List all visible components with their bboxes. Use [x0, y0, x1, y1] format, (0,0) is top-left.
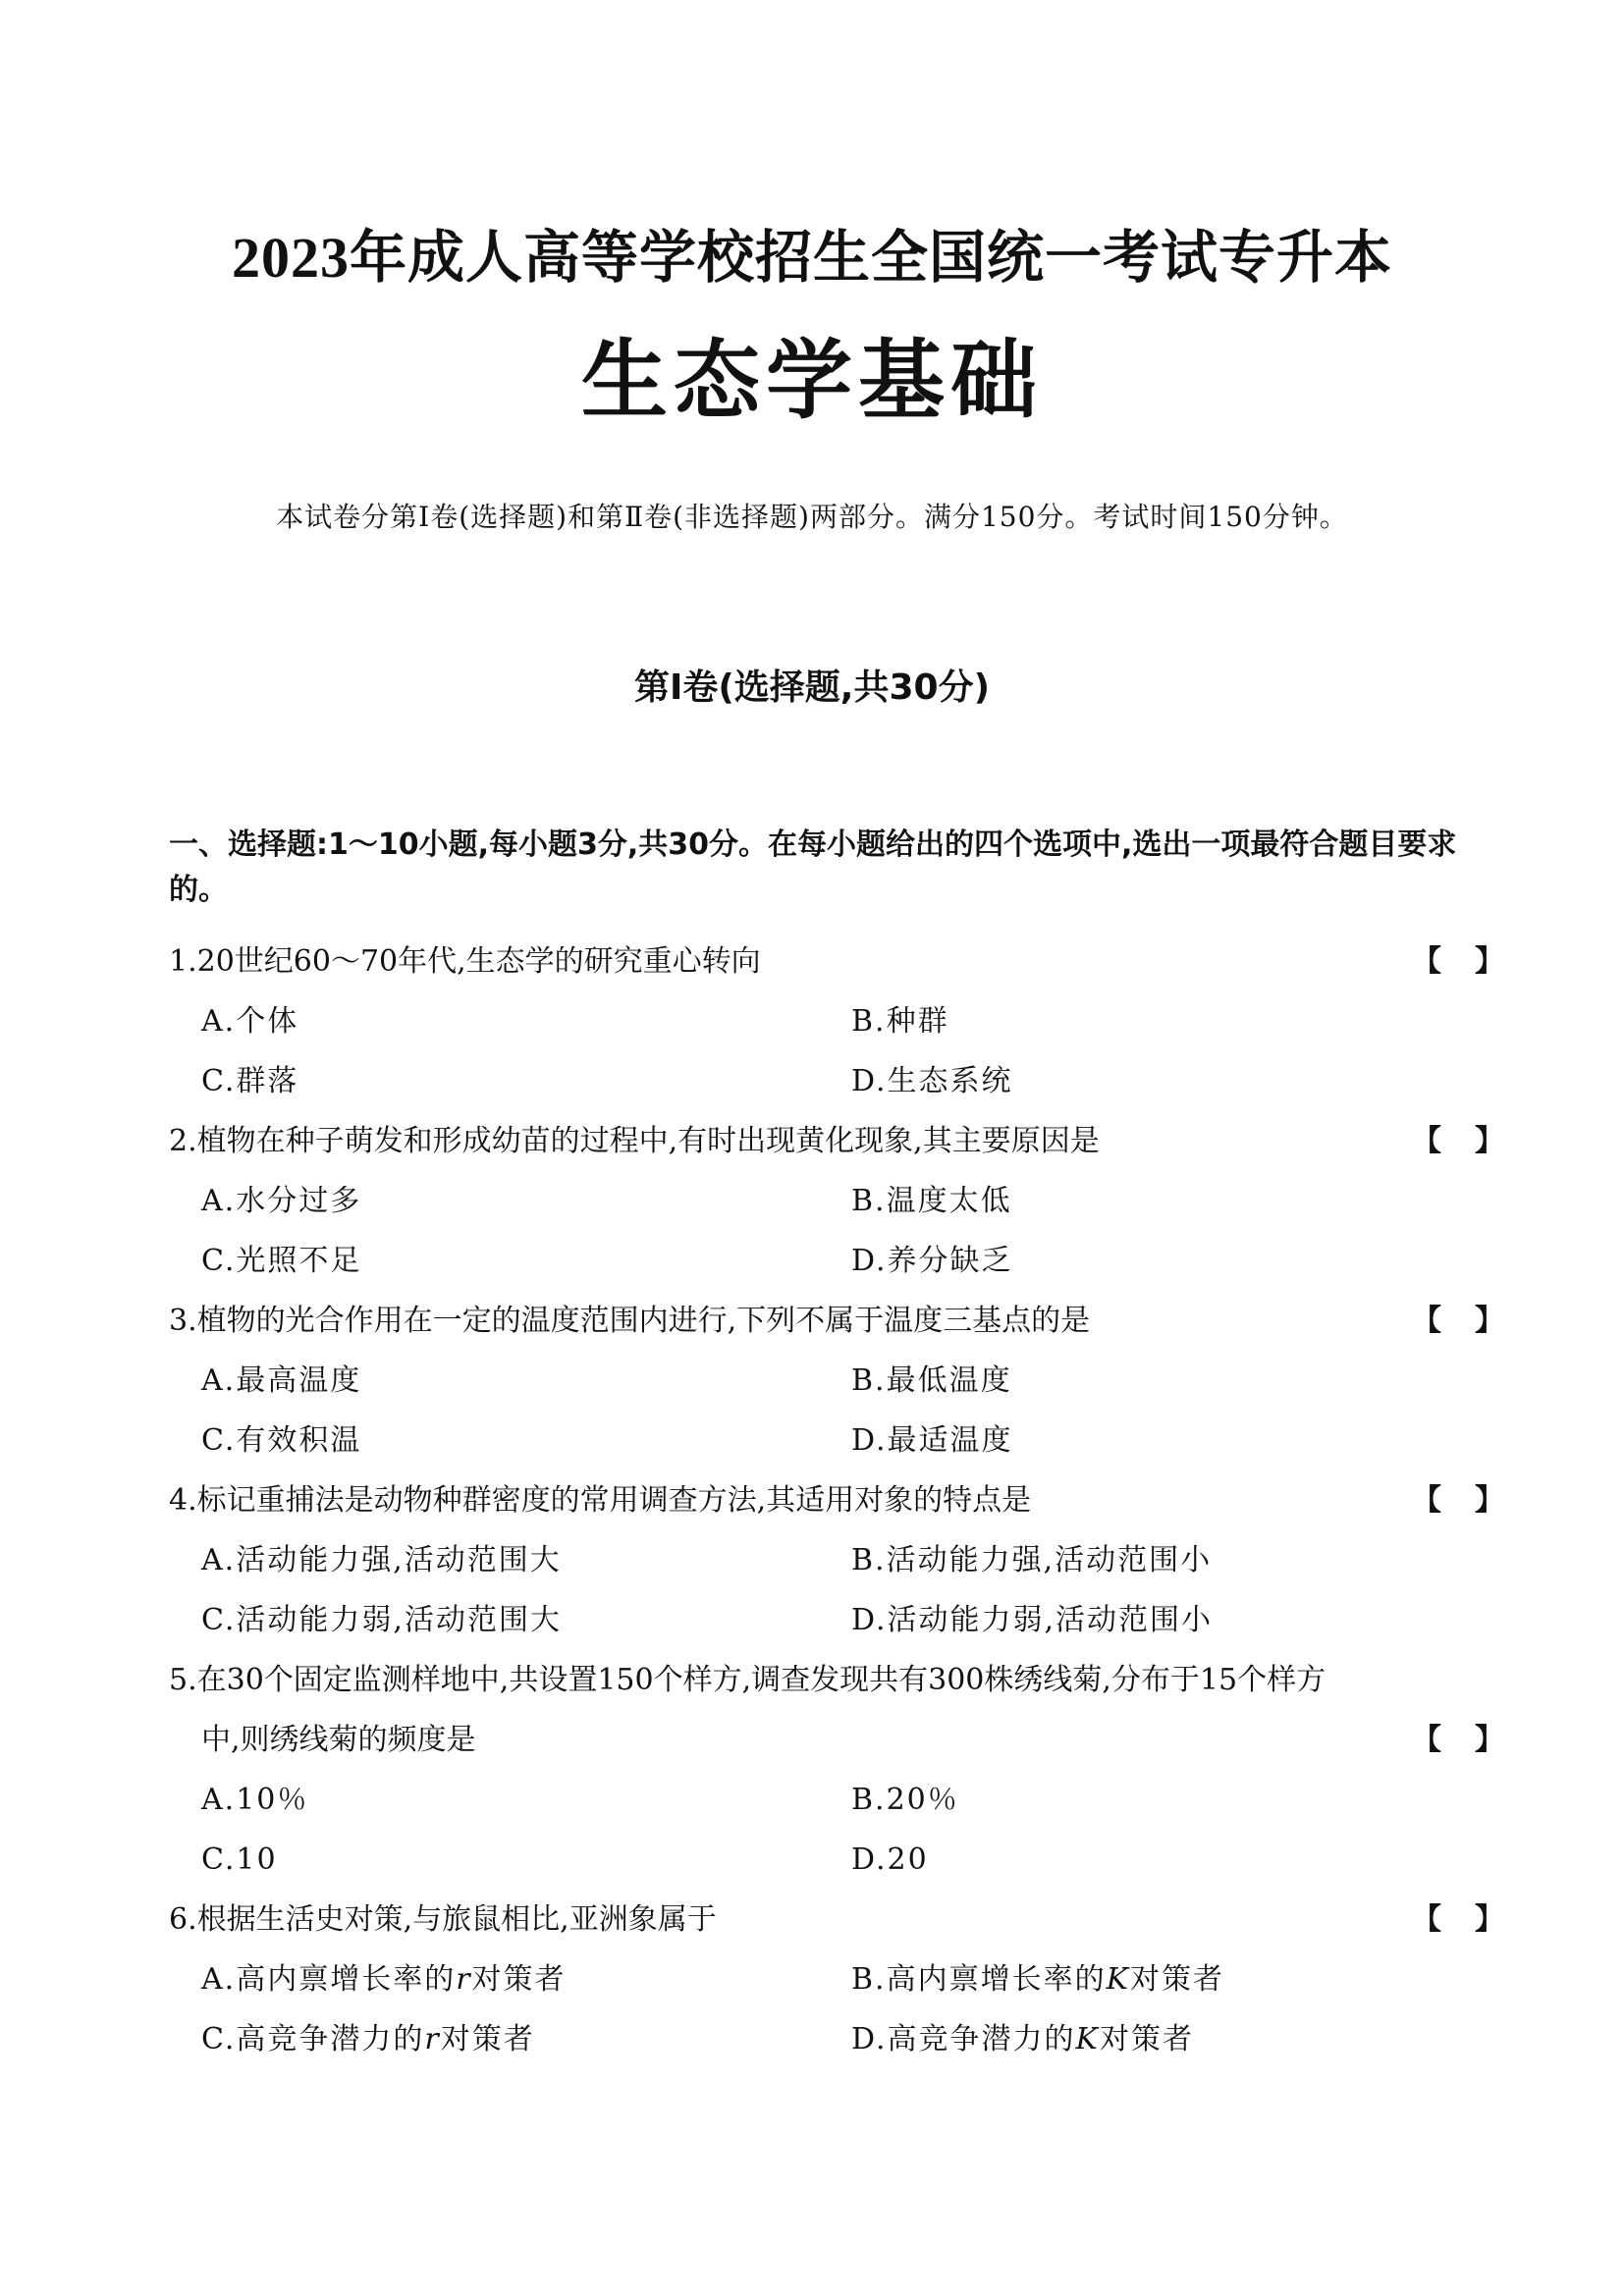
option-c: C.活动能力弱,活动范围大: [201, 1603, 562, 1637]
question-stem: 5.在30个固定监测样地中,共设置150个样方,调查发现共有300株绣线菊,分布于15个样方: [169, 1663, 1326, 1697]
option-b: B.最低温度: [851, 1363, 1012, 1398]
option-d: D.20: [851, 1842, 929, 1877]
option-c: C.光照不足: [201, 1244, 362, 1278]
answer-bracket: 【 】: [1412, 944, 1504, 979]
subject-title: 生态学基础: [580, 330, 1043, 431]
exam-title: 2023年成人高等学校招生全国统一考试专升本: [231, 226, 1392, 290]
answer-bracket: 【 】: [1412, 1483, 1504, 1518]
question-2: [169, 1120, 1504, 1163]
option-d: D.活动能力弱,活动范围小: [851, 1603, 1214, 1637]
question-stem: 3.植物的光合作用在一定的温度范围内进行,下列不属于温度三基点的是: [169, 1304, 1091, 1338]
question-stem: 2.植物在种子萌发和形成幼苗的过程中,有时出现黄化现象,其主要原因是: [169, 1124, 1100, 1158]
question-4: [169, 1479, 1504, 1522]
question-stem: 1.20世纪60～70年代,生态学的研究重心转向: [169, 944, 761, 979]
option-d: D.最适温度: [851, 1423, 1013, 1458]
question-5: [169, 1659, 1504, 1702]
answer-bracket: 【 】: [1412, 1723, 1504, 1757]
option-a: A.最高温度: [201, 1363, 362, 1398]
option-a: A.个体: [201, 1004, 299, 1039]
section-heading: 第Ⅰ卷(选择题,共30分): [633, 667, 991, 708]
question-stem-continued: 中,则绣线菊的频度是: [201, 1723, 476, 1757]
option-b: B.种群: [851, 1004, 949, 1039]
option-c: C.高竞争潜力的r对策者: [201, 2022, 535, 2056]
answer-bracket: 【 】: [1412, 1124, 1504, 1158]
option-d: D.高竞争潜力的K对策者: [851, 2022, 1194, 2056]
question-3: [169, 1300, 1504, 1343]
answer-bracket: 【 】: [1412, 1304, 1504, 1338]
question-5-continued: [169, 1719, 1504, 1762]
option-a: A.10％: [201, 1783, 309, 1817]
question-1: [169, 940, 1504, 984]
question-stem: 6.根据生活史对策,与旅鼠相比,亚洲象属于: [169, 1902, 717, 1937]
option-b: B.20％: [851, 1783, 959, 1817]
option-b: B.活动能力强,活动范围小: [851, 1543, 1213, 1577]
option-d: D.养分缺乏: [851, 1244, 1013, 1278]
section-instructions: 一、选择题:1～10小题,每小题3分,共30分。在每小题给出的四个选项中,选出一项最符合题目要求的。: [169, 828, 1457, 907]
exam-intro: 本试卷分第Ⅰ卷(选择题)和第Ⅱ卷(非选择题)两部分。满分150分。考试时间150分钟。: [276, 501, 1348, 533]
option-b: B.高内禀增长率的K对策者: [851, 1962, 1225, 1997]
option-d: D.生态系统: [851, 1064, 1013, 1098]
option-c: C.群落: [201, 1064, 299, 1098]
option-a: A.水分过多: [201, 1184, 362, 1218]
option-a: A.高内禀增长率的r对策者: [201, 1962, 567, 1997]
question-stem: 4.标记重捕法是动物种群密度的常用调查方法,其适用对象的特点是: [169, 1483, 1032, 1518]
option-c: C.有效积温: [201, 1423, 362, 1458]
option-c: C.10: [201, 1842, 278, 1877]
option-a: A.活动能力强,活动范围大: [201, 1543, 562, 1577]
question-6: [169, 1898, 1504, 1942]
answer-bracket: 【 】: [1412, 1902, 1504, 1937]
option-b: B.温度太低: [851, 1184, 1012, 1218]
